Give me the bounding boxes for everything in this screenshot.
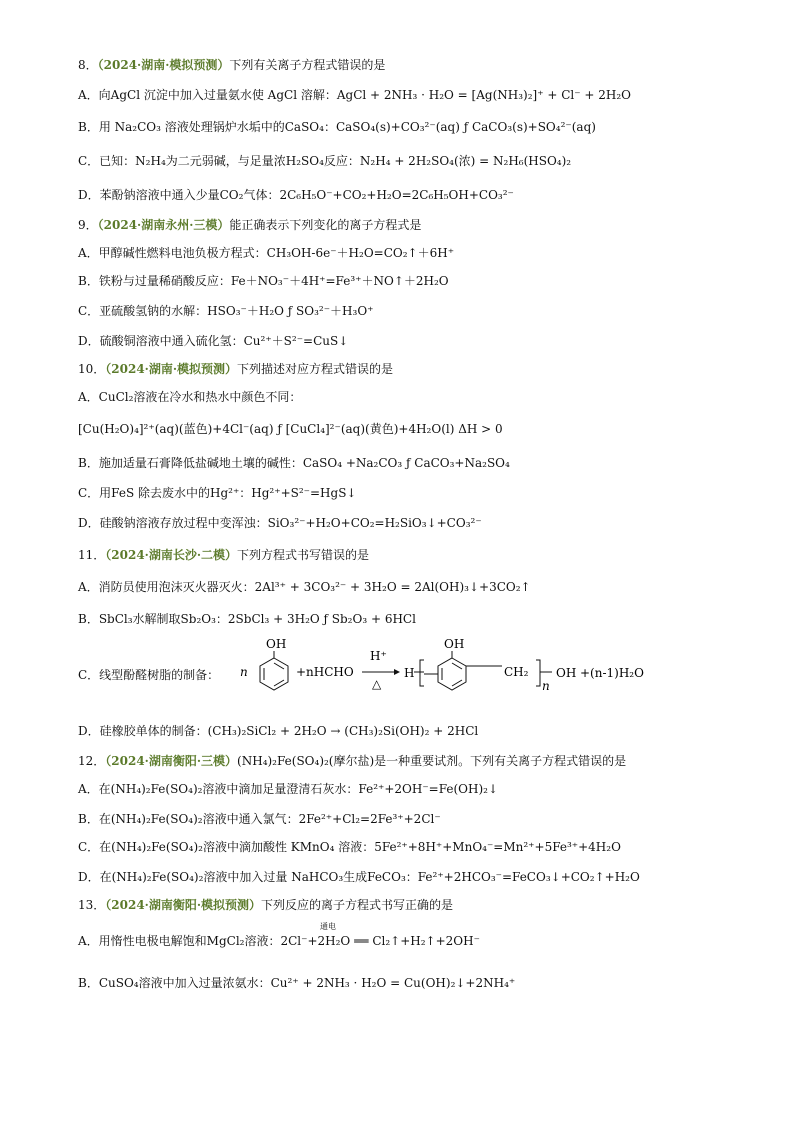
heat-symbol: △ (372, 677, 382, 691)
option-10c: C．用FeS 除去废水中的Hg²⁺：Hg²⁺+S²⁻=HgS↓ (78, 486, 357, 500)
question-stem: 下列反应的离子方程式书写正确的是 (261, 898, 454, 912)
question-stem: 下列方程式书写错误的是 (237, 548, 370, 562)
option-9c: C．亚硫酸氢钠的水解：HSO₃⁻＋H₂O ƒ SO₃²⁻＋H₃O⁺ (78, 304, 374, 318)
option-11c: C．线型酚醛树脂的制备： (78, 668, 220, 682)
electrolysis-condition: 通电 (320, 922, 336, 931)
question-source: （2024·湖南衡阳·模拟预测） (105, 898, 262, 912)
question-source: （2024·湖南永州·三模） (97, 218, 230, 232)
question-11-header (78, 546, 369, 564)
question-10-header (78, 360, 393, 378)
option-8b: B．用 Na₂CO₃ 溶液处理锅炉水垢中的CaSO₄：CaSO₄(s)+CO₃²⁻(aq) ƒ CaCO₃(s)+SO₄²⁻(aq) (78, 120, 596, 134)
option-8c: C．已知：N₂H₄为二元弱碱，与足量浓H₂SO₄反应：N₂H₄ + 2H₂SO₄(浓) = N₂H₆(HSO₄)₂ (78, 154, 572, 168)
question-number: 10． (78, 362, 106, 376)
formaldehyde: +nHCHO (296, 665, 354, 679)
option-9d: D．硫酸铜溶液中通入硫化氢：Cu²⁺＋S²⁻=CuS↓ (78, 334, 349, 348)
option-13a: A．用惰性电极电解饱和MgCl₂溶液：2Cl⁻+2H₂O ══ Cl₂↑+H₂↑+2OH⁻ (78, 934, 480, 948)
question-stem: 下列有关离子方程式错误的是 (229, 58, 386, 72)
phenolic-resin-structure (78, 636, 718, 708)
degree-n: n (542, 679, 550, 693)
option-12c: C．在(NH₄)₂Fe(SO₄)₂溶液中滴加酸性 KMnO₄ 溶液：5Fe²⁺+8H⁺+MnO₄⁻=Mn²⁺+5Fe³⁺+4H₂O (78, 840, 621, 854)
question-13-header (78, 896, 453, 914)
option-9a: A．甲醇碱性燃料电池负极方程式：CH₃OH-6e⁻＋H₂O=CO₂↑＋6H⁺ (78, 246, 455, 260)
option-11a: A．消防员使用泡沫灭火器灭火：2Al³⁺ + 3CO₃²⁻ + 3H₂O = 2Al(OH)₃↓+3CO₂↑ (78, 580, 531, 594)
question-stem: 下列描述对应方程式错误的是 (237, 362, 394, 376)
chain-oh-end: OH (556, 666, 577, 680)
option-10a-equation: [Cu(H₂O)₄]²⁺(aq)(蓝色)+4Cl⁻(aq) ƒ [CuCl₄]²⁻(aq)(黄色)+4H₂O(l) ΔH > 0 (78, 422, 503, 436)
option-8d: D．苯酚钠溶液中通入少量CO₂气体：2C₆H₅O⁻+CO₂+H₂O=2C₆H₅OH+CO₃²⁻ (78, 188, 514, 202)
option-8a: A．向AgCl 沉淀中加入过量氨水使 AgCl 溶解：AgCl + 2NH₃ · H₂O = [Ag(NH₃)₂]⁺ + Cl⁻ + 2H₂O (78, 88, 632, 102)
water-byproduct: +(n-1)H₂O (580, 666, 644, 680)
question-8-header (78, 56, 385, 74)
coefficient-n: n (240, 665, 248, 679)
question-source: （2024·湖南·模拟预测） (97, 58, 230, 72)
option-12d: D．在(NH₄)₂Fe(SO₄)₂溶液中加入过量 NaHCO₃生成FeCO₃：Fe²⁺+2HCO₃⁻=FeCO₃↓+CO₂↑+H₂O (78, 870, 640, 884)
phenolic-resin-equation (78, 636, 718, 708)
question-number: 11． (78, 548, 106, 562)
option-10a: A．CuCl₂溶液在冷水和热水中颜色不同： (78, 390, 302, 404)
question-source: （2024·湖南长沙·二模） (105, 548, 238, 562)
question-stem: (NH₄)₂Fe(SO₄)₂(摩尔盐)是一种重要试剂。下列有关离子方程式错误的是 (237, 754, 627, 768)
question-source: （2024·湖南衡阳·三模） (105, 754, 238, 768)
option-11d: D．硅橡胶单体的制备：(CH₃)₂SiCl₂ + 2H₂O → (CH₃)₂Si(OH)₂ + 2HCl (78, 724, 479, 738)
left-bracket (420, 660, 424, 686)
catalyst-label: H⁺ (370, 649, 387, 663)
option-10b: B．施加适量石膏降低盐碱地土壤的碱性：CaSO₄ +Na₂CO₃ ƒ CaCO₃+Na₂SO₄ (78, 456, 510, 470)
question-number: 13． (78, 898, 106, 912)
right-bracket (536, 660, 540, 686)
option-10d: D．硅酸钠溶液存放过程中变浑浊：SiO₃²⁻+H₂O+CO₂=H₂SiO₃↓+CO₃²⁻ (78, 516, 482, 530)
polymer-oh: OH (444, 637, 465, 651)
option-11b: B．SbCl₃水解制取Sb₂O₃：2SbCl₃ + 3H₂O ƒ Sb₂O₃ + 6HCl (78, 612, 416, 626)
question-number: 8． (78, 58, 98, 72)
phenol-oh: OH (266, 637, 287, 651)
question-source: （2024·湖南·模拟预测） (105, 362, 238, 376)
methylene-group: CH₂ (504, 665, 529, 679)
option-12a: A．在(NH₄)₂Fe(SO₄)₂溶液中滴加足量澄清石灰水：Fe²⁺+2OH⁻=Fe(OH)₂↓ (78, 782, 499, 796)
option-13b: B．CuSO₄溶液中加入过量浓氨水：Cu²⁺ + 2NH₃ · H₂O = Cu(OH)₂↓+2NH₄⁺ (78, 976, 516, 990)
option-12b: B．在(NH₄)₂Fe(SO₄)₂溶液中通入氯气：2Fe²⁺+Cl₂=2Fe³⁺+2Cl⁻ (78, 812, 441, 826)
question-stem: 能正确表示下列变化的离子方程式是 (229, 218, 422, 232)
question-12-header (78, 752, 626, 770)
chain-h-end: H (404, 666, 415, 680)
question-number: 12． (78, 754, 106, 768)
question-9-header (78, 216, 421, 234)
question-number: 9． (78, 218, 98, 232)
option-9b: B．铁粉与过量稀硝酸反应：Fe＋NO₃⁻＋4H⁺=Fe³⁺＋NO↑＋2H₂O (78, 274, 449, 288)
